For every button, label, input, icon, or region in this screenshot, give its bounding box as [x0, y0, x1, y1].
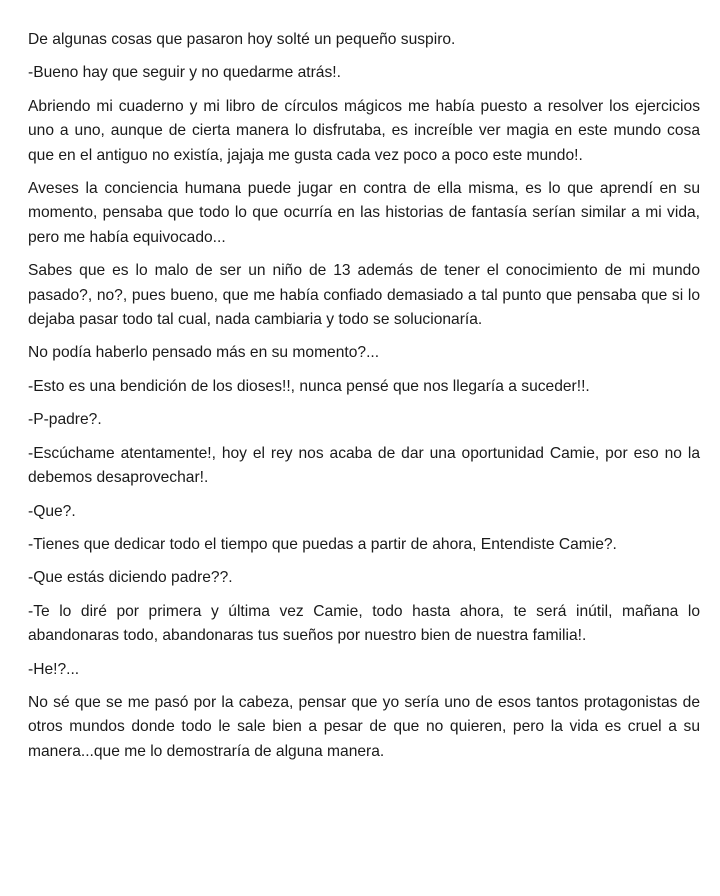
- paragraph-4: Aveses la conciencia humana puede jugar en contra de ella misma, es lo que aprendí en su momento, pensaba que todo lo que ocurría en las historias de fantasía serían similar a mi vida, pero me había equivocado...: [28, 180, 700, 246]
- paragraph-3: Abriendo mi cuaderno y mi libro de círculos mágicos me había puesto a resolver los ejercicios uno a uno, aunque de cierta manera lo disfrutaba, es increíble ver magia en este mundo cosa que en el antiguo no existía, jajaja me gusta cada vez poco a poco este mundo!.: [28, 97, 700, 164]
- paragraph-11: -Tienes que dedicar todo el tiempo que puedas a partir de ahora, Entendiste Camie?.: [28, 535, 617, 553]
- paragraph-9: -Escúchame atentamente!, hoy el rey nos acaba de dar una oportunidad Camie, por eso no la debemos desaprovechar!.: [28, 444, 700, 487]
- paragraph-10: -Que?.: [28, 502, 76, 520]
- paragraph-1: De algunas cosas que pasaron hoy solté un pequeño suspiro.: [28, 31, 456, 48]
- paragraph-7: -Esto es una bendición de los dioses!!, nunca pensé que nos llegaría a suceder!!.: [28, 377, 590, 395]
- paragraph-2: -Bueno hay que seguir y no quedarme atrás!.: [28, 64, 341, 82]
- paragraph-6: No podía haberlo pensado más en su momento?...: [28, 344, 380, 362]
- paragraph-13: -Te lo diré por primera y última vez Camie, todo hasta ahora, te será inútil, mañana lo abandonaras todo, abandonaras tus sueños por nuestro bien de nuestra familia!.: [28, 602, 700, 645]
- paragraph-14: -He!?...: [28, 660, 80, 678]
- paragraph-5: Sabes que es lo malo de ser un niño de 13 además de tener el conocimiento de mi mundo pasado?, no?, pues bueno, que me había confiado demasiado a tal punto que pensaba que si lo dejaba pasar todo tal cual, nada cambiaria y todo se solucionaría.: [28, 262, 700, 329]
- paragraph-15: No sé que se me pasó por la cabeza, pensar que yo sería uno de esos tantos protagonistas de otros mundos donde todo le sale bien a pesar de que no quieren, pero la vida es cruel a su manera...que me lo demostraría de alguna manera.: [28, 693, 700, 760]
- paragraph-12: -Que estás diciendo padre??.: [28, 569, 233, 587]
- document-body: [28, 28, 700, 773]
- paragraph-8: -P-padre?.: [28, 411, 102, 429]
